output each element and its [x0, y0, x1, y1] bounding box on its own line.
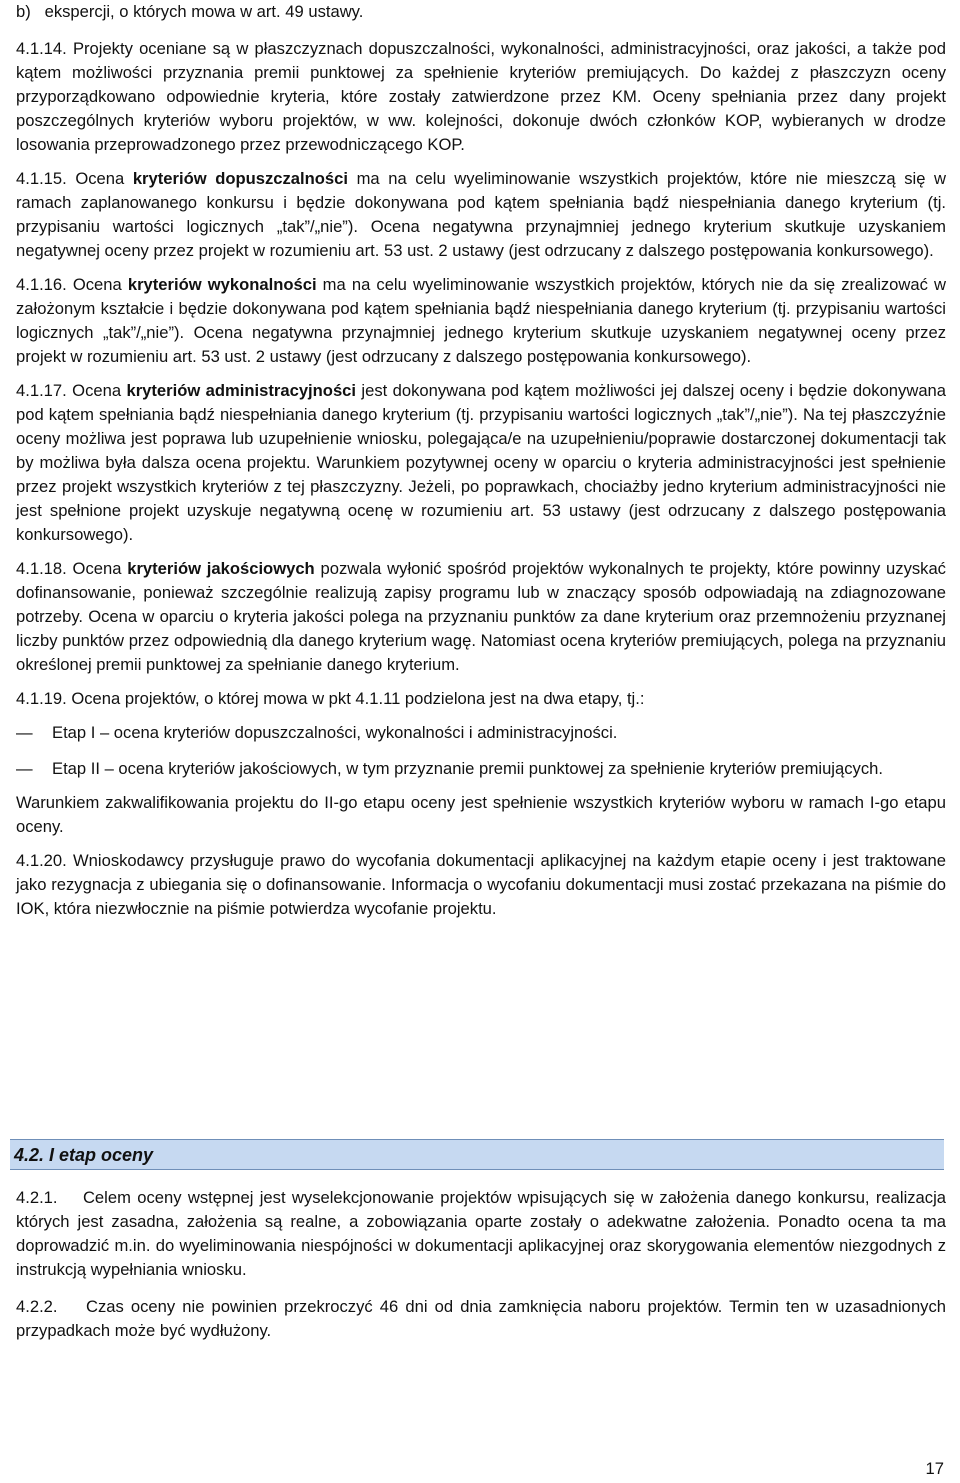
- list-item-etap-2: [16, 757, 946, 781]
- list-item-etap-1: [16, 721, 946, 745]
- paragraph-4-2-1: 4.2.1. Celem oceny wstępnej jest wyselekcjonowanie projektów wpisujących się w założenia danego konkursu, realizacja których jest zasadna, założenia są realne, a zobowiązania oparte zostały o adekwatne założenia. Ponadto ocena ta ma doprowadzić m.in. do wyeliminowania niespójności w dokumentacji aplikacyjnej oraz skorygowania elementów niezgodnych z instrukcją wypełniania wniosku.: [16, 1188, 946, 1279]
- paragraph-4-1-17-body: jest dokonywana pod kątem możliwości jej dalszej oceny i będzie dokonywana pod kątem spełniania bądź niespełniania danego kryterium (tj. przypisaniu wartości logicznych „tak”/„nie”). Na tej płaszczyźnie oceny możliwa jest poprawa lub uzupełnienie wniosku, polegająca/e na uzupełnieniu/poprawie dostarczonej dokumentacji tak by możliwa była dalsza ocena projektu. Warunkiem pozytywnej oceny w oparciu o kryteria administracyjności jest spełnienie przez projekt wszystkich kryteriów z tej płaszczyzny. Jeżeli, po poprawkach, chociażby jedno kryterium administracyjności nie jest spełnione projekt uzyskuje negatywną ocenę w rozumieniu art. 53 ustawy (jest odrzucany z dalszego postępowania konkursowego).: [16, 381, 947, 544]
- term-dopuszczalnosci: kryteriów dopuszczalności: [132, 169, 348, 188]
- list-item-etap-1-text: Etap I – ocena kryteriów dopuszczalności, wykonalności i administracyjności.: [52, 723, 618, 742]
- term-jakosciowych: kryteriów jakościowych: [127, 559, 315, 578]
- paragraph-4-1-17: [16, 379, 946, 547]
- dash-bullet: —: [16, 759, 33, 778]
- paragraph-4-1-15-body: ma na celu wyeliminowanie wszystkich projektów, które nie mieszczą się w ramach zaplanowanego konkursu i będzie dokonywana pod kątem spełniania bądź niespełniania danego kryterium (tj. przypisaniu wartości logicznych „tak”/„nie”). Ocena negatywna przynajmniej jednego kryterium skutkuje uzyskaniem negatywnej oceny przez projekt w rozumieniu art. 53 ust. 2 ustawy (jest odrzucany z dalszego postępowania konkursowego).: [16, 169, 947, 260]
- paragraph-4-1-16: [16, 273, 946, 369]
- paragraph-4-1-15: [16, 167, 946, 263]
- term-administracyjnosci: kryteriów administracyjności: [126, 381, 357, 400]
- paragraph-4-2-2: 4.2.2. Czas oceny nie powinien przekroczyć 46 dni od dnia zamknięcia naboru projektów. Termin ten w uzasadnionych przypadkach może być wydłużony.: [16, 1297, 946, 1340]
- paragraph-4-1-18-lead: 4.1.18. Ocena: [16, 559, 128, 578]
- document-page: [16, 0, 946, 921]
- paragraph-4-1-14: 4.1.14. Projekty oceniane są w płaszczyznach dopuszczalności, wykonalności, administracyjności, oraz jakości, a także pod kątem możliwości przyznania premii punktowej za spełnienie kryteriów premiujących. Do każdej z płaszczyzn oceny przyporządkowano odpowiednie kryteria, które zostały zatwierdzone przez KM. Oceny spełniania przez dany projekt poszczególnych kryteriów wyboru projektów, w ww. kolejności, dokonuje dwóch członków KOP, wybieranych w drodze losowania przeprowadzonego przez przewodniczącego KOP.: [16, 39, 946, 154]
- paragraph-4-1-18: [16, 557, 946, 677]
- paragraph-4-1-20: 4.1.20. Wnioskodawcy przysługuje prawo do wycofania dokumentacji aplikacyjnej na każdym etapie oceny i jest traktowane jako rezygnacja z ubiegania się o dofinansowanie. Informacja o wycofaniu dokumentacji musi zostać przekazana na piśmie do IOK, która niezwłocznie na piśmie potwierdza wycofanie projektu.: [16, 851, 946, 918]
- paragraph-warunek: Warunkiem zakwalifikowania projektu do II-go etapu oceny jest spełnienie wszystkich kryteriów wyboru w ramach I-go etapu oceny.: [16, 793, 946, 836]
- section-heading: 4.2. I etap oceny: [10, 1139, 944, 1170]
- paragraph-4-1-15-lead: 4.1.15. Ocena: [16, 169, 133, 188]
- paragraph-4-1-16-lead: 4.1.16. Ocena: [16, 275, 128, 294]
- paragraph-4-1-18-body: pozwala wyłonić spośród projektów wykonalnych te projekty, które powinny uzyskać dofinansowanie, ponieważ szczególnie realizują zapisy programu lub w znaczący sposób odpowiadają na zdiagnozowane potrzeby. Ocena w oparciu o kryteria jakości polega na przyznaniu punktów za dane kryterium oraz przemnożeniu przyznanej liczby punktów przez odpowiednią dla danego kryterium wagę. Natomiast ocena kryteriów premiujących, polega na przyznaniu określonej premii punktowej za spełnianie danego kryterium.: [16, 559, 946, 674]
- dash-bullet: —: [16, 723, 33, 742]
- list-item-b: b) ekspercji, o których mowa w art. 49 ustawy.: [16, 2, 364, 21]
- page-number: 17: [925, 1459, 944, 1478]
- section-body: [16, 1186, 946, 1343]
- paragraph-4-1-19: 4.1.19. Ocena projektów, o której mowa w pkt 4.1.11 podzielona jest na dwa etapy, tj.:: [16, 689, 645, 708]
- list-item-etap-2-text: Etap II – ocena kryteriów jakościowych, w tym przyznanie premii punktowej za spełnienie kryteriów premiujących.: [52, 759, 883, 778]
- paragraph-4-1-16-body: ma na celu wyeliminowanie wszystkich projektów, których nie da się zrealizować w założonym kształcie i będzie dokonywana pod kątem spełniania bądź niespełniania danego kryterium (tj. przypisaniu wartości logicznych „tak”/„nie”). Ocena negatywna przynajmniej jednego kryterium skutkuje uzyskaniem negatywnej oceny przez projekt w rozumieniu art. 53 ust. 2 ustawy (jest odrzucany z dalszego postępowania konkursowego).: [16, 275, 947, 366]
- term-wykonalnosci: kryteriów wykonalności: [127, 275, 317, 294]
- paragraph-4-1-17-lead: 4.1.17. Ocena: [16, 381, 127, 400]
